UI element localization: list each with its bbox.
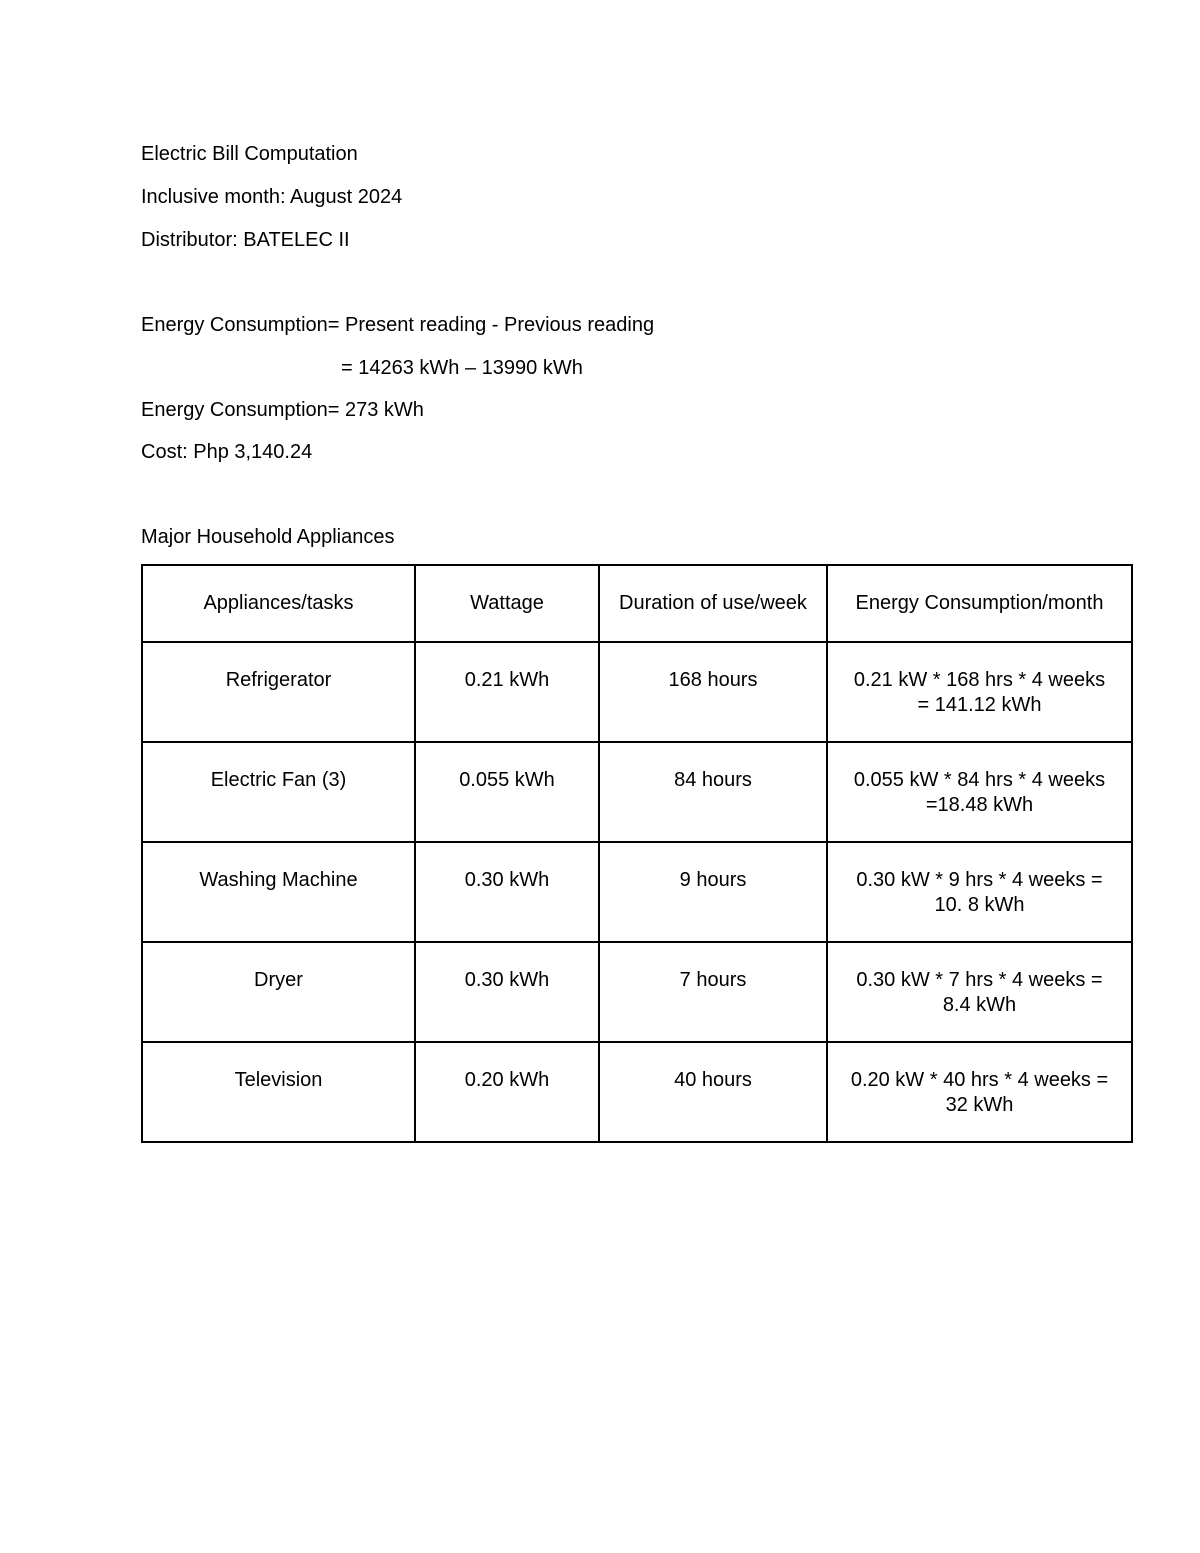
- consumption-result: Energy Consumption= 273 kWh: [141, 399, 424, 421]
- table-row: [142, 942, 1132, 1042]
- consumption-line-1: 0.30 kW * 7 hrs * 4 weeks =: [856, 969, 1103, 991]
- cell-appliance: Washing Machine: [142, 842, 415, 942]
- header-appliance: Appliances/tasks: [142, 565, 415, 642]
- cell-appliance: Television: [142, 1042, 415, 1142]
- consumption-line-1: 0.30 kW * 9 hrs * 4 weeks =: [856, 869, 1103, 891]
- cell-consumption: [827, 742, 1132, 842]
- appliances-table: [141, 564, 1133, 1143]
- consumption-line-1: 0.20 kW * 40 hrs * 4 weeks =: [850, 1069, 1109, 1091]
- table-row: [142, 742, 1132, 842]
- cell-duration: 40 hours: [599, 1042, 827, 1142]
- cell-consumption: [827, 642, 1132, 742]
- cell-wattage: 0.20 kWh: [415, 1042, 599, 1142]
- cell-consumption: [827, 1042, 1132, 1142]
- cell-duration: 9 hours: [599, 842, 827, 942]
- table-row: [142, 842, 1132, 942]
- consumption-line-1: 0.055 kW * 84 hrs * 4 weeks: [853, 769, 1106, 791]
- cell-wattage: 0.30 kWh: [415, 942, 599, 1042]
- consumption-line-1: 0.21 kW * 168 hrs * 4 weeks: [853, 669, 1106, 691]
- consumption-formula: Energy Consumption= Present reading - Previous reading: [141, 314, 655, 336]
- cell-appliance: Dryer: [142, 942, 415, 1042]
- document-title: Electric Bill Computation: [141, 143, 358, 165]
- cell-duration: 168 hours: [599, 642, 827, 742]
- consumption-line-2: = 141.12 kWh: [917, 694, 1042, 716]
- cell-duration: 84 hours: [599, 742, 827, 842]
- table-title: Major Household Appliances: [141, 526, 395, 548]
- cell-appliance: Refrigerator: [142, 642, 415, 742]
- cell-consumption: [827, 942, 1132, 1042]
- cell-appliance: Electric Fan (3): [142, 742, 415, 842]
- consumption-line-2: 32 kWh: [945, 1094, 1014, 1116]
- header-wattage: Wattage: [415, 565, 599, 642]
- inclusive-month: Inclusive month: August 2024: [141, 186, 403, 208]
- distributor: Distributor: BATELEC II: [141, 229, 350, 251]
- cell-duration: 7 hours: [599, 942, 827, 1042]
- table-row: [142, 642, 1132, 742]
- consumption-line-2: 10. 8 kWh: [934, 894, 1025, 916]
- consumption-line-2: =18.48 kWh: [925, 794, 1034, 816]
- header-consumption: Energy Consumption/month: [827, 565, 1132, 642]
- cell-wattage: 0.21 kWh: [415, 642, 599, 742]
- table-row: [142, 1042, 1132, 1142]
- cell-wattage: 0.055 kWh: [415, 742, 599, 842]
- cell-consumption: [827, 842, 1132, 942]
- cell-wattage: 0.30 kWh: [415, 842, 599, 942]
- consumption-calculation: = 14263 kWh – 13990 kWh: [341, 357, 583, 379]
- consumption-line-2: 8.4 kWh: [942, 994, 1017, 1016]
- header-duration: Duration of use/week: [599, 565, 827, 642]
- cost: Cost: Php 3,140.24: [141, 441, 313, 463]
- table-header-row: [142, 565, 1132, 642]
